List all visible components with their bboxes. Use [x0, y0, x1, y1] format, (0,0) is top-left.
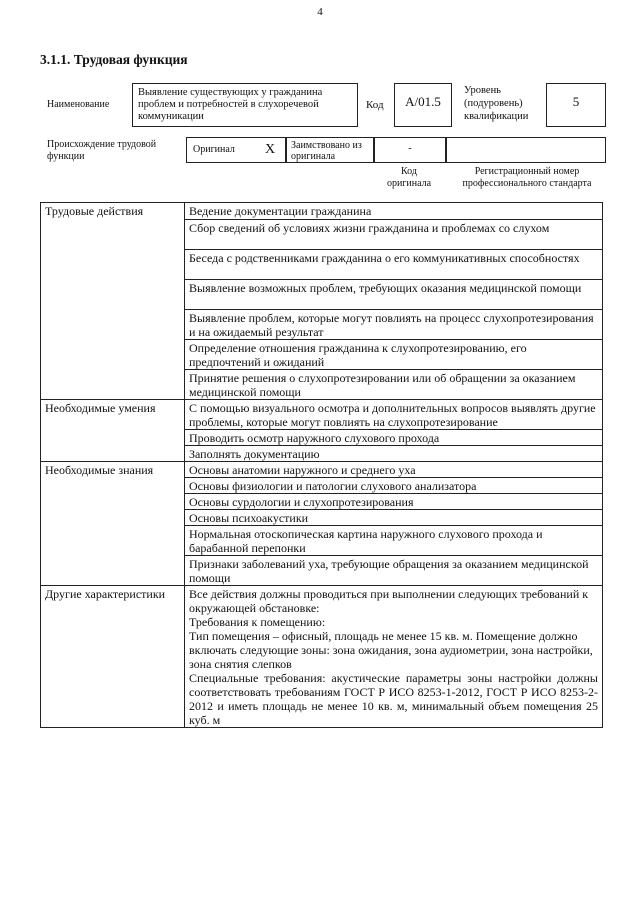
function-name: Выявление существующих у гражданина проблем и потребностей в слухоречевой коммуникации	[138, 87, 323, 122]
original-box	[186, 137, 286, 163]
section-title-other: Другие характеристики	[41, 586, 185, 728]
table-row: Выявление проблем, которые могут повлиять на процесс слухопротезирования и на ожидаемый результат	[185, 310, 603, 340]
table-row: Признаки заболеваний уха, требующие обращения за оказанием медицинской помощи	[185, 556, 603, 586]
reg-number-box	[446, 137, 606, 163]
code-caption: Код оригинала	[386, 166, 432, 189]
other-paragraph: Специальные требования: акустические параметры зоны настройки должны соответствовать требованиям ГОСТ Р ИСО 8253-1-2012, ГОСТ Р ИСО 8253-2-2012 и иметь площадь не менее 10 кв. м, минимальный объем помещения 25 куб. м	[189, 671, 598, 727]
table-row: Ведение документации гражданина	[185, 203, 603, 220]
table-row: Основы физиологии и патологии слухового анализатора	[185, 478, 603, 494]
table-row: Определение отношения гражданина к слухопротезированию, его предпочтений и ожиданий	[185, 340, 603, 370]
original-code-box	[374, 137, 446, 163]
table-row: Беседа с родственниками гражданина о его коммуникативных способностях	[185, 250, 603, 280]
table-row: Выявление возможных проблем, требующих оказания медицинской помощи	[185, 280, 603, 310]
table-row: Сбор сведений об условиях жизни гражданина и проблемах со слухом	[185, 220, 603, 250]
original-mark: X	[265, 142, 276, 157]
section-title-actions: Трудовые действия	[41, 203, 185, 400]
table-row: С помощью визуального осмотра и дополнительных вопросов выявлять другие проблемы, которые могут повлиять на слухопротезирование	[185, 400, 603, 430]
code-label: Код	[366, 99, 384, 111]
reg-caption: Регистрационный номер профессионального стандарта	[462, 166, 592, 189]
section-title: 3.1.1. Трудовая функция	[40, 52, 188, 67]
borrowed-box	[286, 137, 374, 163]
table-row: Принятие решения о слухопротезировании или об обращении за оказанием медицинской помощи	[185, 370, 603, 400]
name-value-box	[132, 83, 358, 127]
other-paragraph: Тип помещения – офисный, площадь не менее 15 кв. м. Помещение должно включать следующие зоны: зона ожидания, зона аудиометрии, зона настройки, зона снятия слепков	[189, 629, 593, 671]
table-row: Основы анатомии наружного и среднего уха	[185, 462, 603, 478]
origin-label: Происхождение трудовой функции	[47, 139, 157, 162]
borrowed-label: Заимствовано из оригинала	[291, 140, 362, 162]
original-code-dash: -	[408, 143, 412, 154]
level-label: Уровень (подуровень) квалификации	[464, 85, 529, 122]
level-value: 5	[572, 94, 580, 109]
other-paragraph: Все действия должны проводиться при выполнении следующих требований к окружающей обстановке:	[189, 587, 589, 615]
function-table	[40, 202, 603, 728]
level-value-box	[546, 83, 606, 127]
table-row: Нормальная отоскопическая картина наружного слухового прохода и барабанной перепонки	[185, 526, 603, 556]
page-number: 4	[317, 6, 323, 18]
table-row: Проводить осмотр наружного слухового прохода	[185, 430, 603, 446]
table-row: Основы психоакустики	[185, 510, 603, 526]
name-label: Наименование	[47, 99, 110, 110]
code-value-box	[394, 83, 452, 127]
code-value: A/01.5	[405, 94, 441, 109]
table-row: Основы сурдологии и слухопротезирования	[185, 494, 603, 510]
original-label: Оригинал	[193, 144, 235, 155]
section-title-skills: Необходимые умения	[41, 400, 185, 462]
other-paragraph: Требования к помещению:	[189, 615, 326, 629]
table-row: Заполнять документацию	[185, 446, 603, 462]
other-characteristics	[185, 586, 603, 728]
section-title-knowledge: Необходимые знания	[41, 462, 185, 586]
